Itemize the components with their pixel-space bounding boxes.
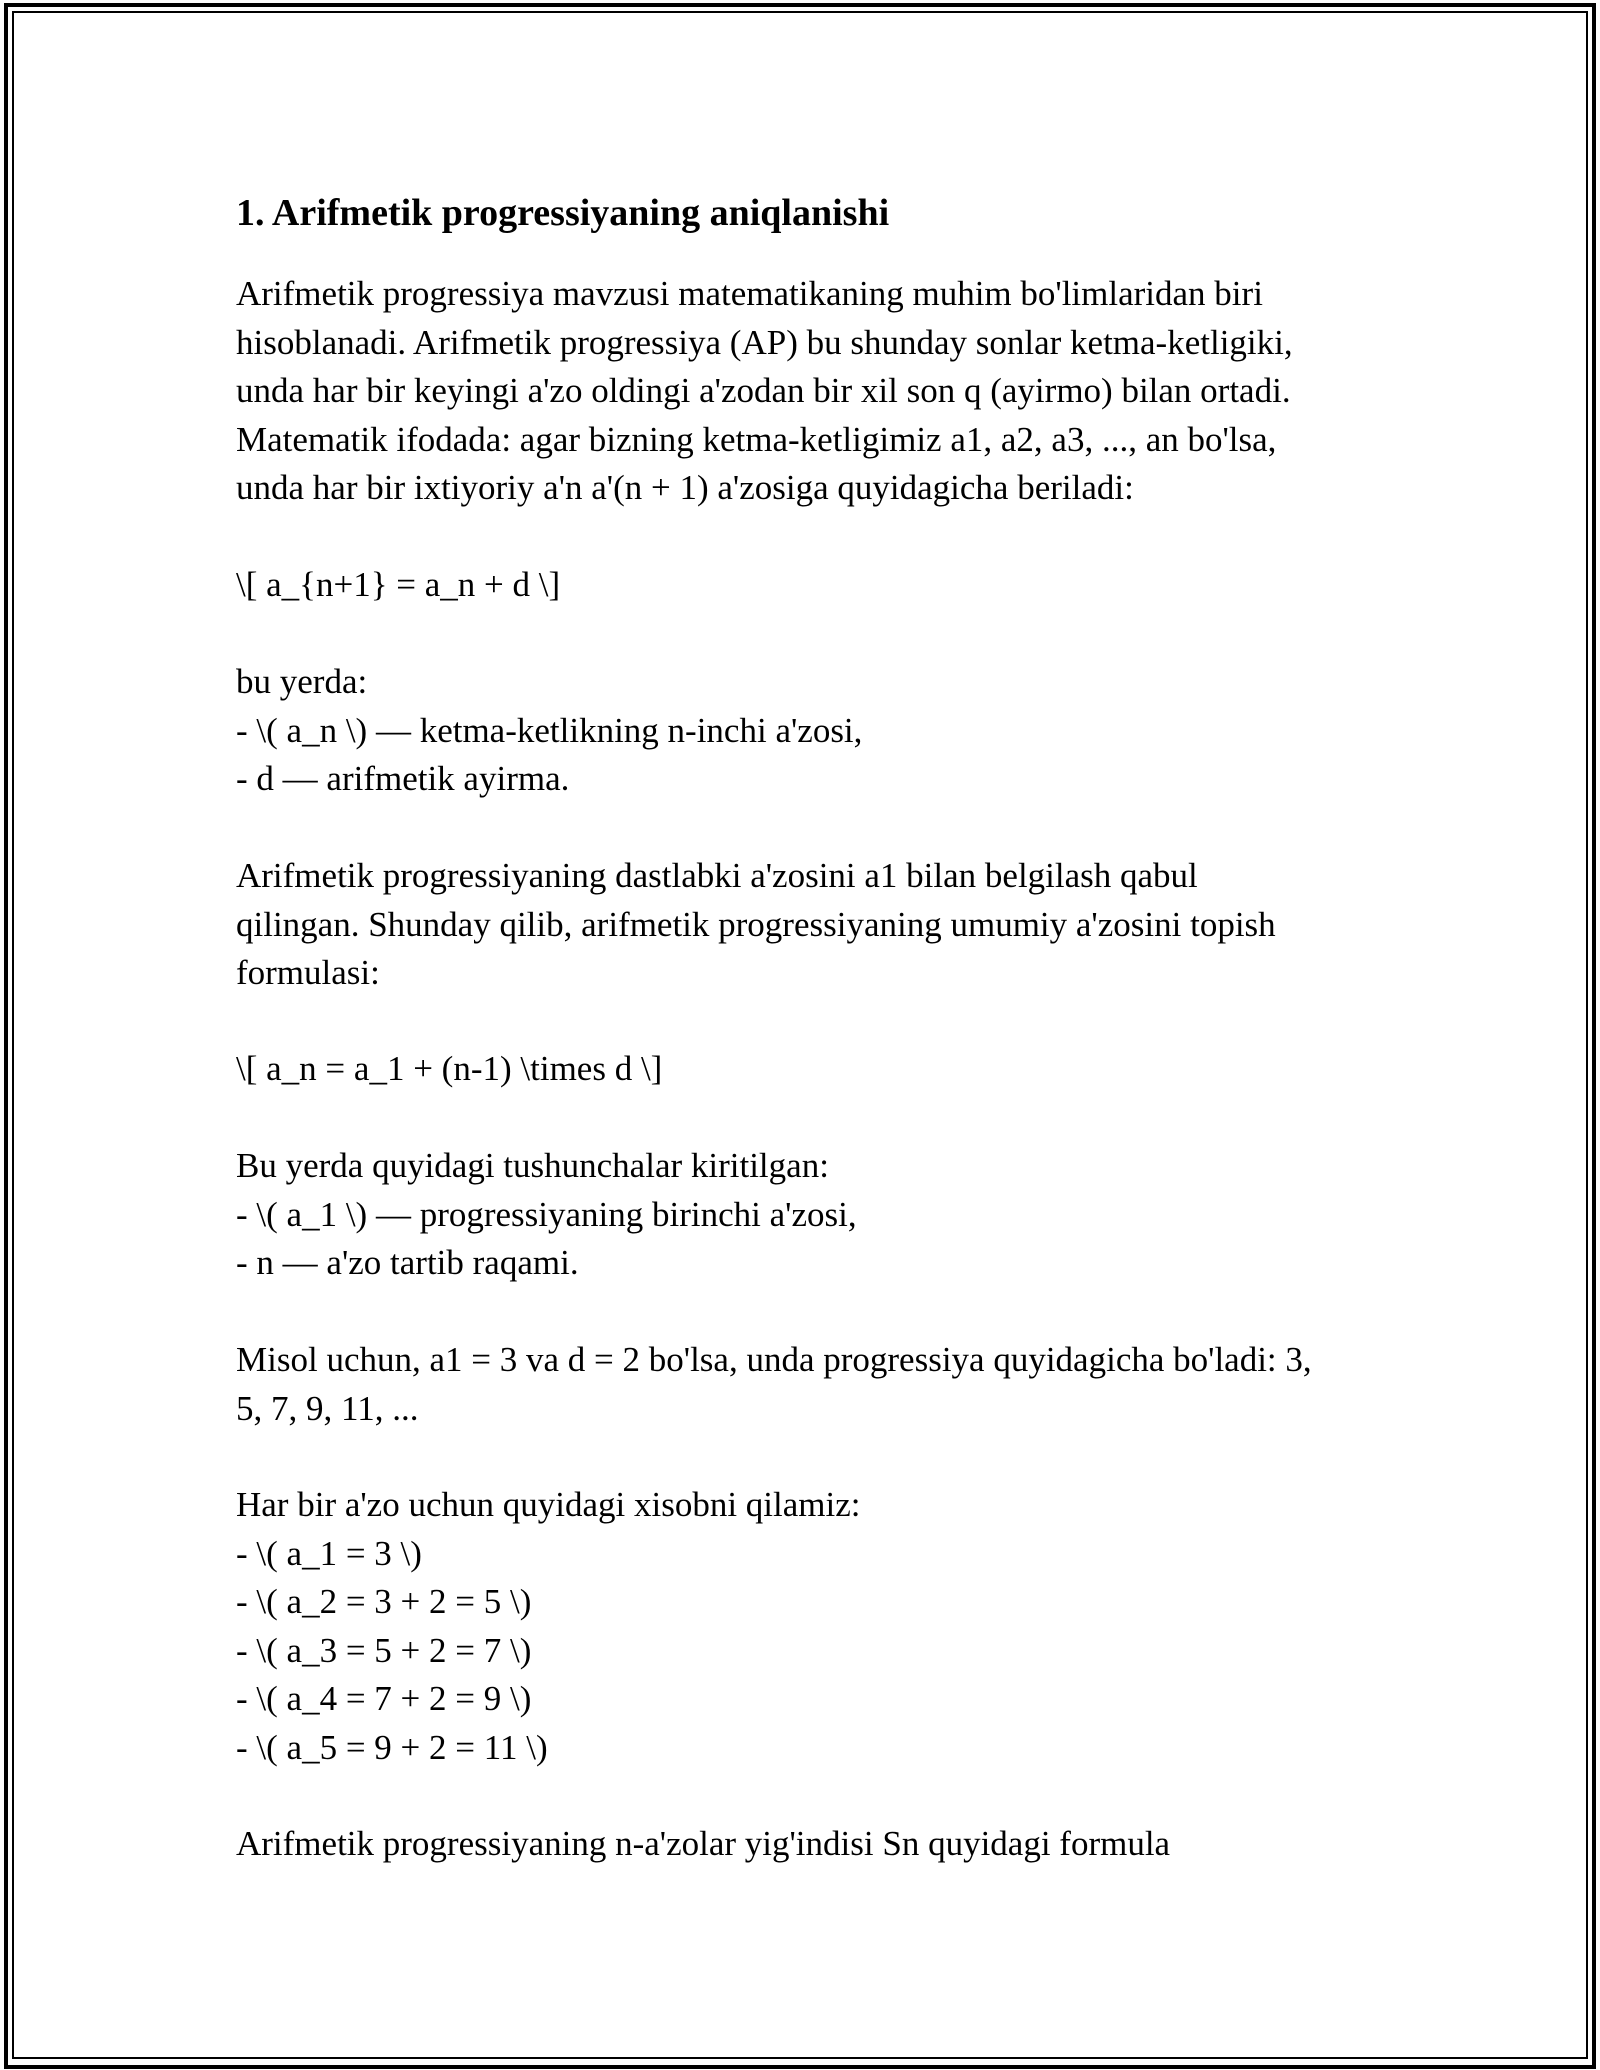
text-line: hisoblanadi. Arifmetik progressiya (AP) bu shunday sonlar ketma-ketligiki,: [236, 322, 1293, 362]
calculation-list: [236, 1481, 861, 1772]
text-line: bu yerda:: [236, 662, 368, 701]
list-item: - \( a_1 \) — progressiyaning birinchi a'zosi,: [236, 1194, 857, 1234]
list-item: - \( a_2 = 3 + 2 = 5 \): [236, 1582, 532, 1621]
list-item: - \( a_4 = 7 + 2 = 9 \): [236, 1679, 532, 1718]
list-item: - n — a'zo tartib raqami.: [236, 1243, 579, 1282]
sum-paragraph: [236, 1820, 1170, 1869]
definitions-list: [236, 658, 862, 804]
list-item: - \( a_5 = 9 + 2 = 11 \): [236, 1727, 548, 1767]
document-content: [236, 188, 1386, 1863]
recurrence-formula: [236, 561, 560, 610]
text-line: qilingan. Shunday qilib, arifmetik progressiyaning umumiy a'zosini topish: [236, 904, 1276, 944]
example-paragraph: [236, 1336, 1312, 1433]
list-item: - \( a_1 = 3 \): [236, 1533, 422, 1573]
general-term-paragraph: [236, 852, 1276, 998]
text-line: formulasi:: [236, 953, 380, 992]
formula-line: \[ a_n = a_1 + (n-1) \times d \]: [236, 1049, 663, 1088]
text-line: Matematik ifodada: agar bizning ketma-ketligimiz a1, a2, a3, ..., an bo'lsa,: [236, 419, 1277, 459]
text-line: Misol uchun, a1 = 3 va d = 2 bo'lsa, unda progressiya quyidagicha bo'ladi: 3,: [236, 1340, 1312, 1379]
formula-line: \[ a_{n+1} = a_n + d \]: [236, 565, 561, 604]
list-item: - \( a_n \) — ketma-ketlikning n-inchi a'zosi,: [236, 710, 863, 750]
text-line: Bu yerda quyidagi tushunchalar kiritilgan:: [236, 1146, 829, 1185]
section-heading: 1. Arifmetik progressiyaning aniqlanishi: [236, 192, 890, 234]
text-line: Har bir a'zo uchun quyidagi xisobni qilamiz:: [236, 1485, 861, 1524]
text-line: unda har bir keyingi a'zo oldingi a'zodan bir xil son q (ayirmo) bilan ortadi.: [236, 371, 1291, 410]
text-line: Arifmetik progressiyaning dastlabki a'zosini a1 bilan belgilash qabul: [236, 856, 1198, 895]
text-line: Arifmetik progressiyaning n-a'zolar yig'indisi Sn quyidagi formula: [236, 1824, 1171, 1863]
list-item: - d — arifmetik ayirma.: [236, 759, 570, 798]
concepts-list: [236, 1142, 857, 1288]
general-term-formula: [236, 1045, 662, 1094]
intro-paragraph: [236, 270, 1293, 513]
text-line: unda har bir ixtiyoriy a'n a'(n + 1) a'zosiga quyidagicha beriladi:: [236, 468, 1134, 507]
text-line: Arifmetik progressiya mavzusi matematikaning muhim bo'limlaridan biri: [236, 274, 1263, 313]
list-item: - \( a_3 = 5 + 2 = 7 \): [236, 1630, 532, 1670]
text-line: 5, 7, 9, 11, ...: [236, 1388, 419, 1428]
